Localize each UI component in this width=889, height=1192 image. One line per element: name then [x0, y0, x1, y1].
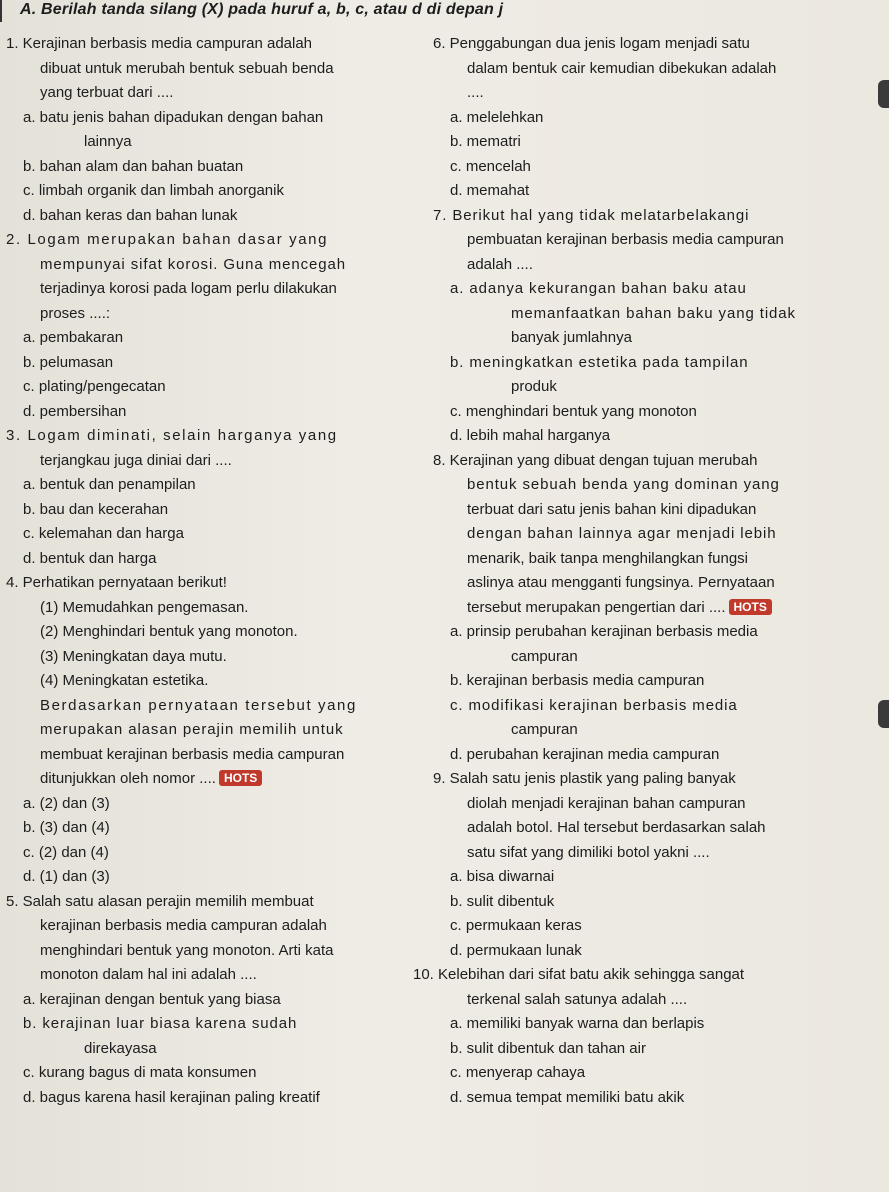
question-text: 5. Salah satu alasan perajin memilih membuat — [6, 892, 314, 910]
question-text: terbuat dari satu jenis bahan kini dipadukan — [467, 500, 757, 518]
option-a[interactable]: a. bentuk dan penampilan — [23, 476, 196, 493]
hots-badge: HOTS — [219, 770, 262, 786]
question-text-line — [6, 767, 426, 792]
option-c[interactable]: c. (2) dan (4) — [23, 843, 109, 861]
option-c[interactable]: c. modifikasi kerajinan berbasis media — [450, 696, 738, 714]
question-text: 3. Logam diminati, selain harganya yang — [6, 427, 338, 444]
question-5 — [6, 890, 426, 1111]
question-text-line — [433, 596, 883, 621]
option-a[interactable]: a. adanya kekurangan bahan baku atau — [450, 280, 747, 297]
option-d[interactable]: d. permukaan lunak — [450, 941, 582, 959]
option-d[interactable]: d. bagus karena hasil kerajinan paling kreatif — [23, 1088, 320, 1106]
question-text: 9. Salah satu jenis plastik yang paling banyak — [433, 770, 736, 787]
question-text: adalah botol. Hal tersebut berdasarkan salah — [467, 819, 766, 836]
question-6 — [433, 32, 883, 204]
section-header — [0, 0, 889, 22]
option-continuation: direkayasa — [84, 1039, 157, 1057]
question-text: proses ....: — [40, 304, 111, 322]
option-c[interactable]: c. menghindari bentuk yang monoton — [450, 402, 697, 420]
option-a[interactable]: a. (2) dan (3) — [23, 794, 110, 812]
question-4 — [6, 571, 426, 890]
option-b[interactable]: b. bahan alam dan bahan buatan — [23, 157, 244, 175]
option-a[interactable]: a. kerajinan dengan bentuk yang biasa — [23, 990, 281, 1008]
option-a[interactable]: a. pembakaran — [23, 329, 124, 346]
question-text: terkenal salah satunya adalah .... — [467, 990, 688, 1008]
question-text: dengan bahan lainnya agar menjadi lebih — [467, 525, 777, 542]
option-a[interactable]: a. bisa diwarnai — [450, 868, 555, 885]
option-c[interactable]: c. kurang bagus di mata konsumen — [23, 1064, 257, 1081]
option-d[interactable]: d. perubahan kerajinan media campuran — [450, 745, 720, 763]
question-text: 7. Berikut hal yang tidak melatarbelakangi — [433, 206, 750, 224]
option-d[interactable]: d. bahan keras dan bahan lunak — [23, 206, 238, 224]
question-8 — [433, 449, 883, 768]
question-text: dalam bentuk cair kemudian dibekukan adalah — [467, 59, 777, 77]
option-c[interactable]: c. plating/pengecatan — [23, 378, 166, 395]
option-c[interactable]: c. permukaan keras — [450, 917, 582, 934]
option-continuation: memanfaatkan bahan baku yang tidak — [511, 304, 796, 322]
statement-3: (3) Meningkatan daya mutu. — [40, 647, 227, 665]
section-title: A. Berilah tanda silang (X) pada huruf a, b, c, atau d di depan j — [20, 1, 504, 18]
option-c[interactable]: c. mencelah — [450, 157, 531, 175]
question-text: .... — [467, 84, 484, 101]
option-a[interactable]: a. prinsip perubahan kerajinan berbasis media — [450, 623, 758, 640]
option-continuation: banyak jumlahnya — [511, 329, 632, 346]
question-text: diolah menjadi kerajinan bahan campuran — [467, 794, 746, 812]
question-7 — [433, 204, 883, 449]
option-b[interactable]: b. sulit dibentuk — [450, 892, 555, 910]
option-a[interactable]: a. melelehkan — [450, 108, 544, 126]
option-b[interactable]: b. mematri — [450, 133, 521, 150]
option-b[interactable]: b. bau dan kecerahan — [23, 500, 169, 518]
question-text: menarik, baik tanpa menghilangkan fungsi — [467, 549, 749, 567]
question-text: bentuk sebuah benda yang dominan yang — [467, 476, 780, 493]
option-b[interactable]: b. meningkatkan estetika pada tampilan — [450, 353, 749, 371]
question-9 — [433, 767, 883, 963]
question-3 — [6, 424, 426, 571]
question-text: 10. Kelebihan dari sifat batu akik sehingga sangat — [413, 966, 745, 983]
option-a[interactable]: a. batu jenis bahan dipadukan dengan bahan — [23, 108, 324, 126]
option-continuation: campuran — [511, 721, 578, 738]
question-1 — [6, 32, 426, 228]
question-text: kerajinan berbasis media campuran adalah — [40, 917, 327, 934]
question-text: mempunyai sifat korosi. Guna mencegah — [40, 255, 346, 273]
question-text: 2. Logam merupakan bahan dasar yang — [6, 231, 329, 248]
question-text: monoton dalam hal ini adalah .... — [40, 966, 257, 983]
statement-2: (2) Menghindari bentuk yang monoton. — [40, 623, 298, 640]
option-d[interactable]: d. bentuk dan harga — [23, 549, 157, 567]
option-d[interactable]: d. pembersihan — [23, 402, 127, 420]
question-text: pembuatan kerajinan berbasis media campuran — [467, 231, 784, 248]
statement-4: (4) Meningkatan estetika. — [40, 672, 209, 689]
header-bracket — [0, 0, 12, 22]
option-continuation: produk — [511, 378, 557, 395]
option-c[interactable]: c. limbah organik dan limbah anorganik — [23, 182, 284, 199]
option-continuation: campuran — [511, 647, 578, 665]
question-text: 4. Perhatikan pernyataan berikut! — [6, 574, 227, 591]
question-text: ditunjukkan oleh nomor .... — [40, 770, 216, 787]
question-text: 1. Kerajinan berbasis media campuran adalah — [6, 35, 313, 52]
option-c[interactable]: c. kelemahan dan harga — [23, 525, 184, 542]
question-text: dibuat untuk merubah bentuk sebuah benda — [40, 59, 334, 77]
question-text: aslinya atau mengganti fungsinya. Pernyataan — [467, 574, 775, 591]
question-text: Berdasarkan pernyataan tersebut yang — [40, 696, 357, 714]
left-column — [6, 32, 426, 1110]
question-text: satu sifat yang dimiliki botol yakni .... — [467, 843, 710, 861]
question-2 — [6, 228, 426, 424]
option-b[interactable]: b. kerajinan berbasis media campuran — [450, 672, 705, 689]
question-text: tersebut merupakan pengertian dari .... — [467, 598, 726, 616]
option-d[interactable]: d. memahat — [450, 182, 530, 199]
option-b[interactable]: b. sulit dibentuk dan tahan air — [450, 1039, 646, 1057]
right-column — [413, 32, 883, 1110]
question-text: adalah .... — [467, 255, 533, 273]
option-c[interactable]: c. menyerap cahaya — [450, 1064, 586, 1081]
option-d[interactable]: d. semua tempat memiliki batu akik — [450, 1088, 685, 1106]
option-d[interactable]: d. lebih mahal harganya — [450, 427, 611, 444]
option-b[interactable]: b. (3) dan (4) — [23, 819, 110, 836]
question-text: terjangkau juga diniai dari .... — [40, 451, 232, 469]
hots-badge: HOTS — [729, 599, 772, 615]
option-continuation: lainnya — [84, 133, 132, 150]
question-text: yang terbuat dari .... — [40, 84, 174, 101]
option-a[interactable]: a. memiliki banyak warna dan berlapis — [450, 1015, 705, 1032]
option-d[interactable]: d. (1) dan (3) — [23, 868, 110, 885]
question-text: menghindari bentuk yang monoton. Arti kata — [40, 941, 334, 959]
option-b[interactable]: b. kerajinan luar biasa karena sudah — [23, 1015, 298, 1032]
option-b[interactable]: b. pelumasan — [23, 353, 114, 371]
question-text: merupakan alasan perajin memilih untuk — [40, 721, 344, 738]
question-text: membuat kerajinan berbasis media campuran — [40, 745, 345, 763]
question-text: 8. Kerajinan yang dibuat dengan tujuan merubah — [433, 451, 758, 469]
statement-1: (1) Memudahkan pengemasan. — [40, 598, 249, 616]
question-text: 6. Penggabungan dua jenis logam menjadi satu — [433, 35, 750, 52]
question-text: terjadinya korosi pada logam perlu dilakukan — [40, 280, 337, 297]
question-10 — [413, 963, 883, 1110]
